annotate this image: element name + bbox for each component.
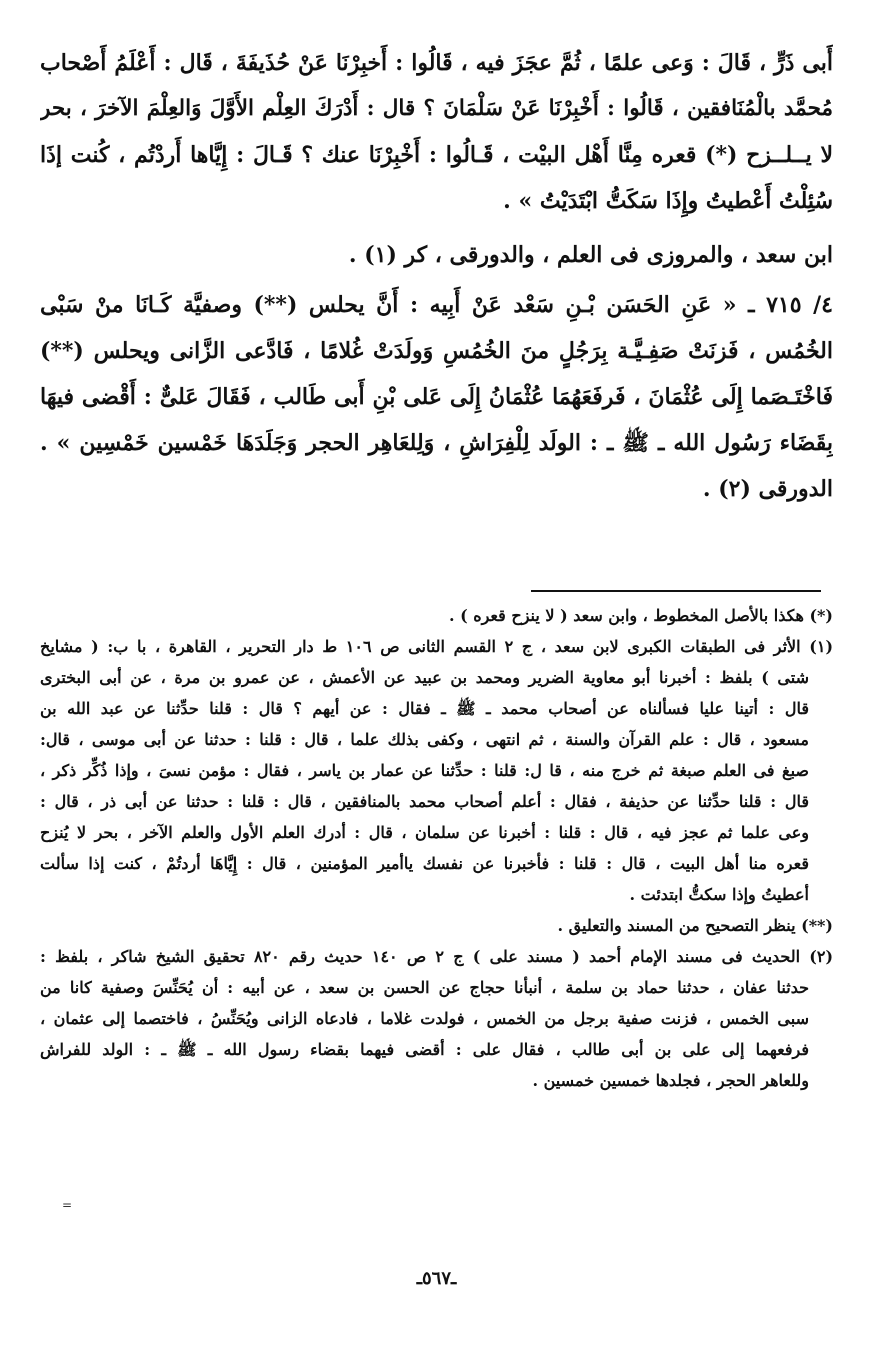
hadith-line: الخُمُس ، فَزنَتْ صَفِـيَّـة بِرَجُلٍ منَ الخُمُسِ وَولَدَتْ غُلامًا ، فَادَّعى الزَّانى ويحلس (**) xyxy=(40,338,833,364)
hadith-line: بِقَضَاء رَسُول الله ـ ﷺ ـ : الولَد لِلْفِرَاشِ ، وَلِلعَاهِر الحجر وَجَلَدَهَا خَمْسين خَمْسِين » . xyxy=(40,430,833,456)
footnotes-block xyxy=(40,600,833,1096)
footnote-line: قال : أتينا عليا فسألناه عن أصحاب محمد ـ ﷺ ـ فقال : عن أيهم ؟ قال : قلنا حدِّثنا عن عبد الله بن xyxy=(40,699,809,718)
hadith-source: الدورقى (٢) . xyxy=(702,476,833,502)
hadith-line: ٤/ ٧١٥ ـ « عَنِ الحَسَن بْـنِ سَعْد عَنْ أَبِيه : أَنَّ يحلس (**) وصفيَّة كَـانَا منْ سَبْى xyxy=(40,292,833,318)
footnote-line: قعره منا أهل البيت ، قال : قلنا : فأخبرنا عن نفسك ياأمير المؤمنين ، قال : إِيَّاهَا أردتُمْ ، كنت إذا سألت xyxy=(40,854,809,873)
footnote-line: (١) الأثر فى الطبقات الكبرى لابن سعد ، ج ٢ القسم الثانى ص ١٠٦ ط دار التحرير ، القاهرة ، با ب: ( مشايخ xyxy=(40,637,833,656)
footnote-line: قال : قلنا حدِّثنا عن حذيفة ، فقال : أعلم أصحاب محمد بالمنافقين ، قال : قلنا : حدثنا عن أبى ذر ، قال : xyxy=(40,792,809,811)
main-text-block xyxy=(40,40,833,512)
page-number: ـ٥٦٧ـ xyxy=(416,1268,457,1289)
footnote-line: فرفعهما إلى على بن أبى طالب ، فقال على : أقضى فيهما بقضاء رسول الله ـ ﷺ ـ : الولد للفراش xyxy=(40,1040,809,1059)
footnote-line: سبى الخمس ، فزنت صفية برجل من الخمس ، فولدت غلاما ، فادعاه الزانى ويُحَنِّسُ ، فاختصما إلى عثمان ، xyxy=(40,1009,809,1028)
main-text-line: أَبى ذَرٍّ ، قَالَ : وَعى علمًا ، ثُمَّ عجَزَ فيه ، قَالُوا : أَخبِرْنَا عَنْ حُذَيفَةَ ، قَال : أَعْلَمُ أَصْحاب xyxy=(40,50,833,76)
footnote-line: شتى ) بلفظ : أخبرنا أبو معاوية الضرير ومحمد بن عبيد عن الأعمش ، عن عمرو بن مرة ، عن أبى البخترى xyxy=(40,668,810,687)
footnote-line: حدثنا عفان ، حدثنا حماد بن سلمة ، أنبأنا حجاج عن الحسن بن سعد ، عن أبيه : أن يُحَنِّسَ وصفية كانا من xyxy=(40,978,810,997)
main-text-line: سُئِلْتُ أَعْطيتُ وإِذَا سَكَتُّ ابْتَدَيْتُ » . xyxy=(503,188,833,214)
footnote-divider xyxy=(531,590,821,592)
footnote-line: وعى علما ثم عجز فيه ، قال : قلنا : أخبرنا عن سلمان ، قال : أدرك العلم الأول والعلم الآخر ، بحر لا يُنزح xyxy=(40,823,809,842)
footnote-line: (**) ينظر التصحيح من المسند والتعليق . xyxy=(557,916,833,935)
hadith-line: فَاخْتَـصَما إِلَى عُثْمَانَ ، فَرفَعَهُمَا عُثْمَانُ إِلَى عَلى بْنِ أَبى طَالب ، فَقَالَ عَلىٌّ : أَقْضى فيهَا xyxy=(40,384,833,410)
source-citation: ابن سعد ، والمروزى فى العلم ، والدورقى ، كر (١) . xyxy=(348,242,833,268)
footnote-line: مسعود ، قال : علم القرآن والسنة ، ثم انتهى ، وكفى بذلك علما ، قال : قلنا : حدثنا عن أبى موسى ، قال: xyxy=(40,730,809,749)
footnote-line: أعطيتُ وإذا سكتُّ ابتدئت . xyxy=(629,885,809,904)
footnote-line: وللعاهر الحجر ، فجلدها خمسين خمسين . xyxy=(532,1071,809,1090)
main-text-line: مُحمَّد بالْمُنَافقين ، قَالُوا : أَخْبِرْنَا عَنْ سَلْمَانَ ؟ قال : أَدْرَكَ العِلْم الأَوَّلَ وَالعِلْمَ الآخرَ ، بحر xyxy=(40,96,833,121)
main-text-line: لا يــلــزح (*) قعره مِنَّا أَهْل البيْت ، قَـالُوا : أَخْبِرْنَا عنك ؟ قَـالَ : إِيَّاها أَردْتُم ، كُنت إذَا xyxy=(40,142,833,168)
footnote-line: صبغ فى العلم صبغة ثم خرج منه ، قا ل: قلنا : حدِّثنا عن عمار بن ياسر ، فقال : مؤمن نسىَ ، وإذا ذُكِّر ذكر ، xyxy=(40,761,809,780)
footnote-line: (*) هكذا بالأصل المخطوط ، وابن سعد ( لا ينزح قعره ) . xyxy=(448,606,833,625)
footnote-line: (٢) الحديث فى مسند الإمام أحمد ( مسند على ) ج ٢ ص ١٤٠ حديث رقم ٨٢٠ تحقيق الشيخ شاكر ، بلفظ : xyxy=(40,947,833,966)
stray-ink-mark: = xyxy=(62,1198,73,1212)
